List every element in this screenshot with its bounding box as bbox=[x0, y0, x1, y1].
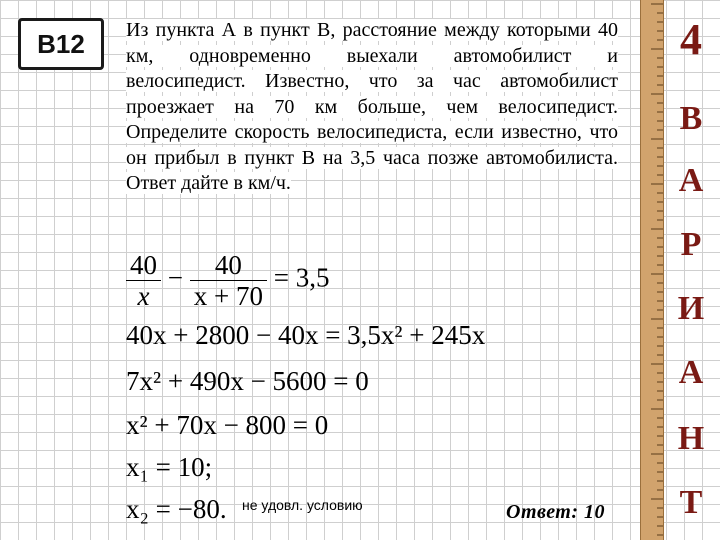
problem-statement bbox=[126, 18, 618, 197]
fraction-2-denominator: x + 70 bbox=[193, 281, 263, 311]
variant-letter: В bbox=[679, 100, 703, 137]
variant-letter: Р bbox=[680, 226, 702, 263]
task-number-badge: B12 bbox=[18, 18, 104, 70]
ruler-ticks bbox=[641, 0, 663, 540]
variant-letter: А bbox=[678, 162, 704, 199]
variant-letter: Н bbox=[677, 420, 705, 457]
fraction-1-denominator: x bbox=[137, 281, 150, 311]
equation-1-rhs: = 3,5 bbox=[273, 262, 330, 293]
equation-3: 7x² + 490x − 5600 = 0 bbox=[126, 366, 369, 396]
equation-2: 40x + 2800 − 40x = 3,5x² + 245x bbox=[126, 320, 486, 350]
ruler-strip bbox=[640, 0, 664, 540]
equation-1 bbox=[126, 250, 329, 311]
variant-label bbox=[662, 0, 720, 540]
fraction-2-numerator: 40 bbox=[190, 250, 267, 281]
rejection-note: не удовл. условию bbox=[242, 497, 363, 513]
root-2: x₂ = −80. bbox=[126, 494, 227, 524]
minus-sign: − bbox=[167, 262, 183, 293]
fraction-1-numerator: 40 bbox=[126, 250, 161, 281]
variant-letter: И bbox=[677, 290, 705, 327]
fraction-2 bbox=[190, 250, 267, 311]
answer-label: Ответ: 10 bbox=[506, 501, 606, 523]
fraction-1 bbox=[126, 250, 161, 311]
variant-number: 4 bbox=[680, 15, 702, 64]
variant-letter: А bbox=[678, 354, 704, 391]
problem-text: Из пункта А в пункт В, расстояние между которыми 40 км, одновременно выехали автомобилист и велосипедист. Известно, что за час автомобилист проезжает на 70 км больше, чем велосипедист. Определите скорость велосипедиста, если известно, что он прибыл в пункт В на 3,5 часа позже автомобилиста. Ответ дайте в км/ч. bbox=[126, 19, 618, 194]
equation-4: x² + 70x − 800 = 0 bbox=[126, 410, 329, 440]
variant-letter: Т bbox=[679, 484, 703, 521]
root-1: x₁ = 10; bbox=[126, 452, 213, 482]
